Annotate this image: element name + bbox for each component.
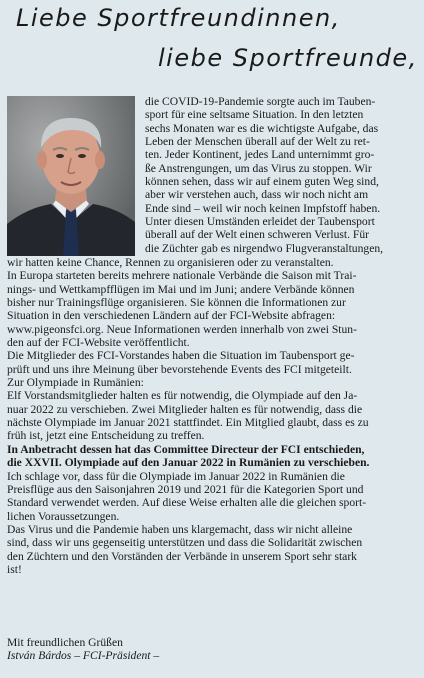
body-line: nuar 2022 zu verschieben. Zwei Mitglieder halten es für notwendig, dass die <box>7 402 363 416</box>
intro-line: ße Anstrengungen, um das Virus zu stoppen. Wir <box>145 161 372 175</box>
closing-line: Das Virus und die Pandemie haben uns klargemacht, dass wir nicht alleine <box>7 522 353 536</box>
bold-line: die XXVII. Olympiade auf den Januar 2022 in Rumänien zu verschieben. <box>7 456 370 470</box>
signature-block <box>7 636 415 663</box>
closing-line: ist! <box>7 562 22 576</box>
closing-line: lichen Voraussetzungen. <box>7 509 120 523</box>
closing-line: den Züchtern und den Vorständen der Verbände in unserem Sport sehr stark <box>7 549 357 563</box>
intro-line: können sehen, dass wir auf einem guten Weg sind, <box>145 175 379 189</box>
intro-line: die COVID-19-Pandemie sorgte auch im Tauben- <box>145 95 376 108</box>
closing-line: Ich schlage vor, dass für die Olympiade im Januar 2022 in Rumänien die <box>7 469 345 483</box>
closing-line: Preisflüge aus den Saisonjahren 2019 und 2021 für die Kategorien Sport und <box>7 482 364 496</box>
letter-body <box>7 256 415 576</box>
body-line: Situation in den verschiedenen Ländern auf der FCI-Website abfragen: <box>7 309 336 323</box>
body-line: nächste Olympiade im Januar 2021 stattfindet. Ein Mitglied glaubt, dass es zu <box>7 416 369 430</box>
body-line: Zur Olympiade in Rumänien: <box>7 376 144 390</box>
body-line: wir hatten keine Chance, Rennen zu organisieren oder zu veranstalten. <box>7 256 334 269</box>
bold-line: In Anbetracht dessen hat das Committee Directeur der FCI entschieden, <box>7 442 365 456</box>
portrait-photo <box>7 96 135 256</box>
intro-line: sport für eine seltsame Situation. In den letzten <box>145 108 364 122</box>
intro-line: überall auf der Welt einen schweren Verlust. Für <box>145 228 369 242</box>
closing-line: Standard verwendet werden. Auf diese Weise erhalten alle die gleichen sport- <box>7 496 367 510</box>
body-line: früh ist, jetzt eine Entscheidung zu treffen. <box>7 429 205 443</box>
intro-line: ten. Jeder Kontinent, jedes Land unternimmt gro- <box>145 148 375 162</box>
intro-line: die Züchter gab es nirgendwo Flugveranstaltungen, <box>145 241 384 255</box>
body-line: In Europa starteten bereits mehrere nationale Verbände die Saison mit Trai- <box>7 269 357 283</box>
greeting-line-2: liebe Sportfreunde, <box>158 44 418 72</box>
intro-paragraph <box>145 95 415 255</box>
body-line: nings- und Wettkampfflügen im Mai und im Juni; andere Verbände können <box>7 282 355 296</box>
body-line: prüft und uns ihre Meinung über bevorstehende Events des FCI mitgeteilt. <box>7 362 352 376</box>
greeting-line-1: Liebe Sportfreundinnen, <box>16 4 341 32</box>
body-line: bisher nur Trainingsflüge organisieren. Sie können die Informationen zur <box>7 296 346 310</box>
salutation: Mit freundlichen Grüßen <box>7 636 123 649</box>
body-line: den auf der FCI-Website veröffentlicht. <box>7 336 190 350</box>
portrait-illustration <box>7 96 135 256</box>
body-line: Elf Vorstandsmitglieder halten es für notwendig, die Olympiade auf den Ja- <box>7 389 358 403</box>
intro-line: Ende sind – weil wir noch keinen Impfstoff haben. <box>145 201 381 215</box>
intro-line: Leben der Menschen überall auf der Welt zu ret- <box>145 135 370 149</box>
intro-line: Unter diesen Umständen erleidet der Taubensport <box>145 215 375 229</box>
intro-line: aber wir verstehen auch, dass wir noch nicht am <box>145 188 369 202</box>
body-line: Die Mitglieder des FCI-Vorstandes haben die Situation im Taubensport ge- <box>7 349 355 363</box>
decision-statement <box>7 443 415 470</box>
intro-line: sechs Monaten war es die wichtigste Aufgabe, das <box>145 121 379 135</box>
signatory-name: István Bárdos – FCI-Präsident – <box>7 649 160 663</box>
body-line: www.pigeonsfci.org. Neue Informationen werden innerhalb von zwei Stun- <box>7 322 357 336</box>
closing-line: sind, dass wir uns gegenseitig unterstützen und dass die Solidarität zwischen <box>7 536 363 550</box>
